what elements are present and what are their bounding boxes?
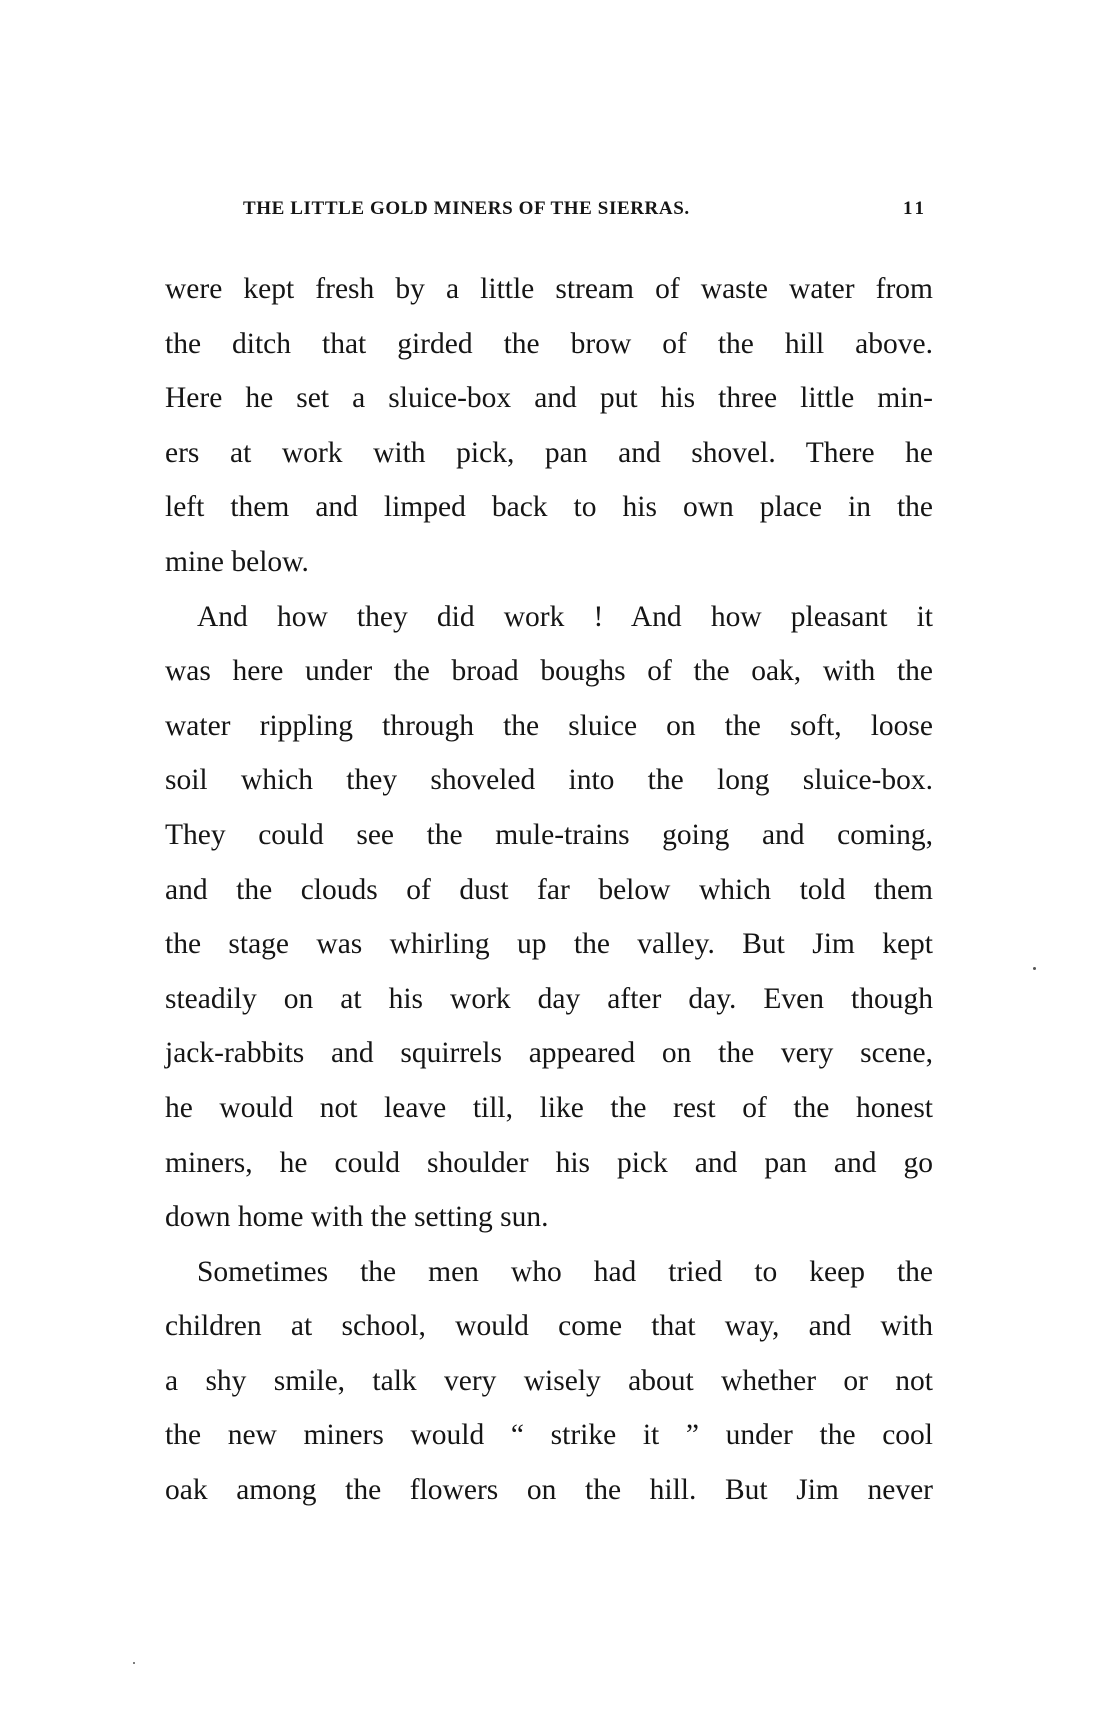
- paper-speck: [1033, 967, 1036, 970]
- text-line: he would not leave till, like the rest of the honest: [165, 1091, 933, 1124]
- body-text: [165, 262, 933, 1518]
- text-line: the stage was whirling up the valley. But Jim kept: [165, 928, 933, 961]
- text-line: They could see the mule-trains going and coming,: [165, 818, 933, 851]
- text-line: were kept fresh by a little stream of waste water from: [165, 273, 933, 305]
- page-number: 11: [903, 198, 927, 219]
- paper-speck: [133, 1662, 135, 1664]
- text-line: And how they did work ! And how pleasant it: [197, 600, 933, 633]
- running-title: THE LITTLE GOLD MINERS OF THE SIERRAS.: [243, 198, 690, 219]
- text-line: water rippling through the sluice on the soft, loose: [165, 709, 933, 742]
- text-line: mine below.: [165, 545, 309, 578]
- text-line: jack-rabbits and squirrels appeared on the very scene,: [165, 1037, 933, 1070]
- text-line: children at school, would come that way, and with: [165, 1310, 933, 1343]
- text-line: miners, he could shoulder his pick and pan and go: [165, 1146, 933, 1179]
- text-line: a shy smile, talk very wisely about whether or not: [165, 1364, 933, 1397]
- text-line: soil which they shoveled into the long sluice-box.: [165, 764, 933, 797]
- text-line: oak among the flowers on the hill. But Jim never: [165, 1474, 933, 1507]
- text-line: steadily on at his work day after day. Even though: [165, 982, 933, 1015]
- running-head: [165, 190, 935, 230]
- text-line: left them and limped back to his own place in the: [165, 491, 933, 524]
- text-line: the new miners would “ strike it ” under the cool: [165, 1419, 933, 1452]
- text-line: Here he set a sluice-box and put his three little min-: [165, 382, 933, 415]
- text-line: down home with the setting sun.: [165, 1201, 549, 1234]
- text-line: the ditch that girded the brow of the hill above.: [165, 327, 933, 360]
- text-line: Sometimes the men who had tried to keep the: [197, 1255, 933, 1288]
- text-line: ers at work with pick, pan and shovel. There he: [165, 436, 933, 469]
- text-line: and the clouds of dust far below which told them: [165, 873, 933, 906]
- text-line: was here under the broad boughs of the oak, with the: [165, 655, 933, 688]
